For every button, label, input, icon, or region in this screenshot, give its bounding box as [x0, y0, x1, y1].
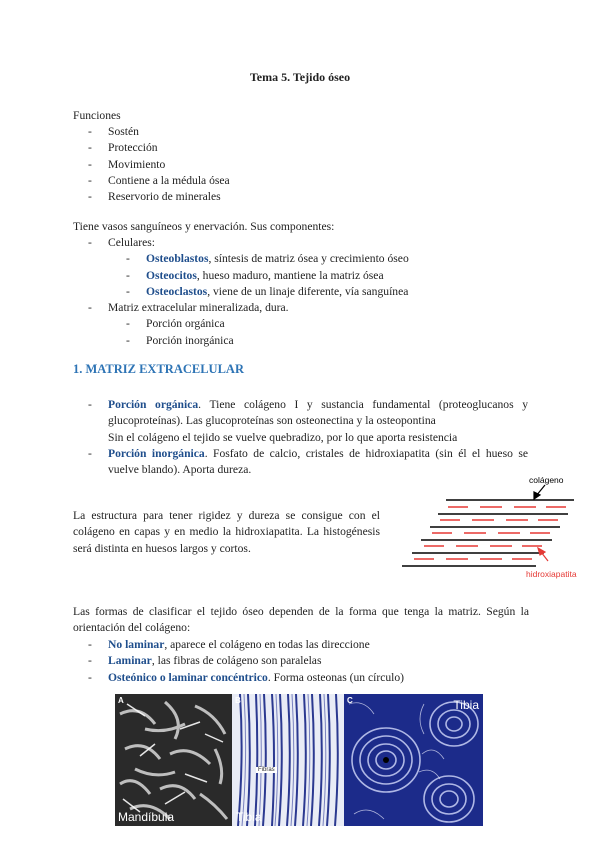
- list-item: - Porción orgánica: [126, 317, 225, 331]
- section-heading: 1. MATRIZ EXTRACELULAR: [73, 362, 244, 376]
- list-item: - Osteónico o laminar concéntrico. Forma osteonas (un círculo): [88, 670, 405, 684]
- list-item: - Porción inorgánica. Fosfato de calcio, cristales de hidroxiapatita (sin él el hueso se vuelve blando). Aporta dureza.: [88, 446, 528, 477]
- list-item: - No laminar, aparece el colágeno en todas las direccione: [88, 638, 370, 651]
- funciones-heading: Funciones: [73, 109, 121, 122]
- list-item: - Porción orgánica. Tiene colágeno I y sustancia fundamental (proteoglucanos y glucoproteínas). Las glucoproteínas son osteonectina y la osteopontina Sin el colágeno el tejido se vuelve quebradizo, por lo que aporta resistencia: [88, 398, 528, 444]
- list-item: - Porción inorgánica: [126, 333, 234, 347]
- formas-paragraph: Las formas de clasificar el tejido óseo dependen de la forma que tenga la matriz. Según la orientación del colágeno:: [73, 605, 529, 635]
- estructura-paragraph: La estructura para tener rigidez y dureza se consigue con el colágeno en capas y en medio la hidroxiapatita. La histogénesis será distinta en huesos largos y cortos.: [73, 509, 380, 555]
- photo-tibia-osteonico: [344, 694, 483, 826]
- photo-letter: B: [235, 696, 241, 705]
- componentes-list: [88, 235, 409, 349]
- list-item: - Laminar, las fibras de colágeno son paralelas: [88, 654, 322, 668]
- list-item: - Osteoclastos, viene de un linaje diferente, vía sanguínea: [126, 284, 409, 298]
- list-item: - Osteocitos, hueso maduro, mantiene la matriz ósea: [126, 268, 384, 282]
- photo-label: Tibia: [236, 810, 262, 824]
- photo-label: Tibia: [453, 698, 479, 712]
- page-title: Tema 5. Tejido óseo: [249, 70, 351, 84]
- colageno-label: colágeno: [529, 475, 564, 485]
- hidroxiapatita-label: hidroxiapatita: [526, 569, 577, 579]
- list-item: - Contiene a la médula ósea: [88, 173, 230, 187]
- list-item: - Sostén: [88, 125, 139, 138]
- hidroxiapatita-arrow-icon: [538, 548, 548, 561]
- fibras-label: Fibras: [258, 767, 275, 773]
- list-item: - Matriz extracelular mineralizada, dura.: [88, 301, 289, 315]
- photo-tibia-laminar: [232, 694, 344, 826]
- intro-text: Tiene vasos sanguíneos y enervación. Sus componentes:: [73, 220, 335, 233]
- list-item: - Osteoblastos, síntesis de matriz ósea y crecimiento óseo: [126, 252, 409, 266]
- photo-mandibula: [115, 694, 232, 826]
- matriz-list: [88, 397, 528, 478]
- photo-letter: C: [347, 696, 353, 705]
- list-item: - Celulares:: [88, 236, 156, 249]
- list-item: - Movimiento: [88, 157, 166, 171]
- colageno-arrow-icon: [534, 485, 545, 499]
- formas-list: [88, 637, 404, 686]
- list-item: - Reservorio de minerales: [88, 190, 221, 204]
- photo-label: Mandíbula: [118, 810, 175, 824]
- photo-letter: A: [118, 696, 124, 705]
- funciones-list: [88, 124, 230, 205]
- list-item: - Protección: [88, 141, 158, 155]
- collagen-diagram: [388, 470, 588, 585]
